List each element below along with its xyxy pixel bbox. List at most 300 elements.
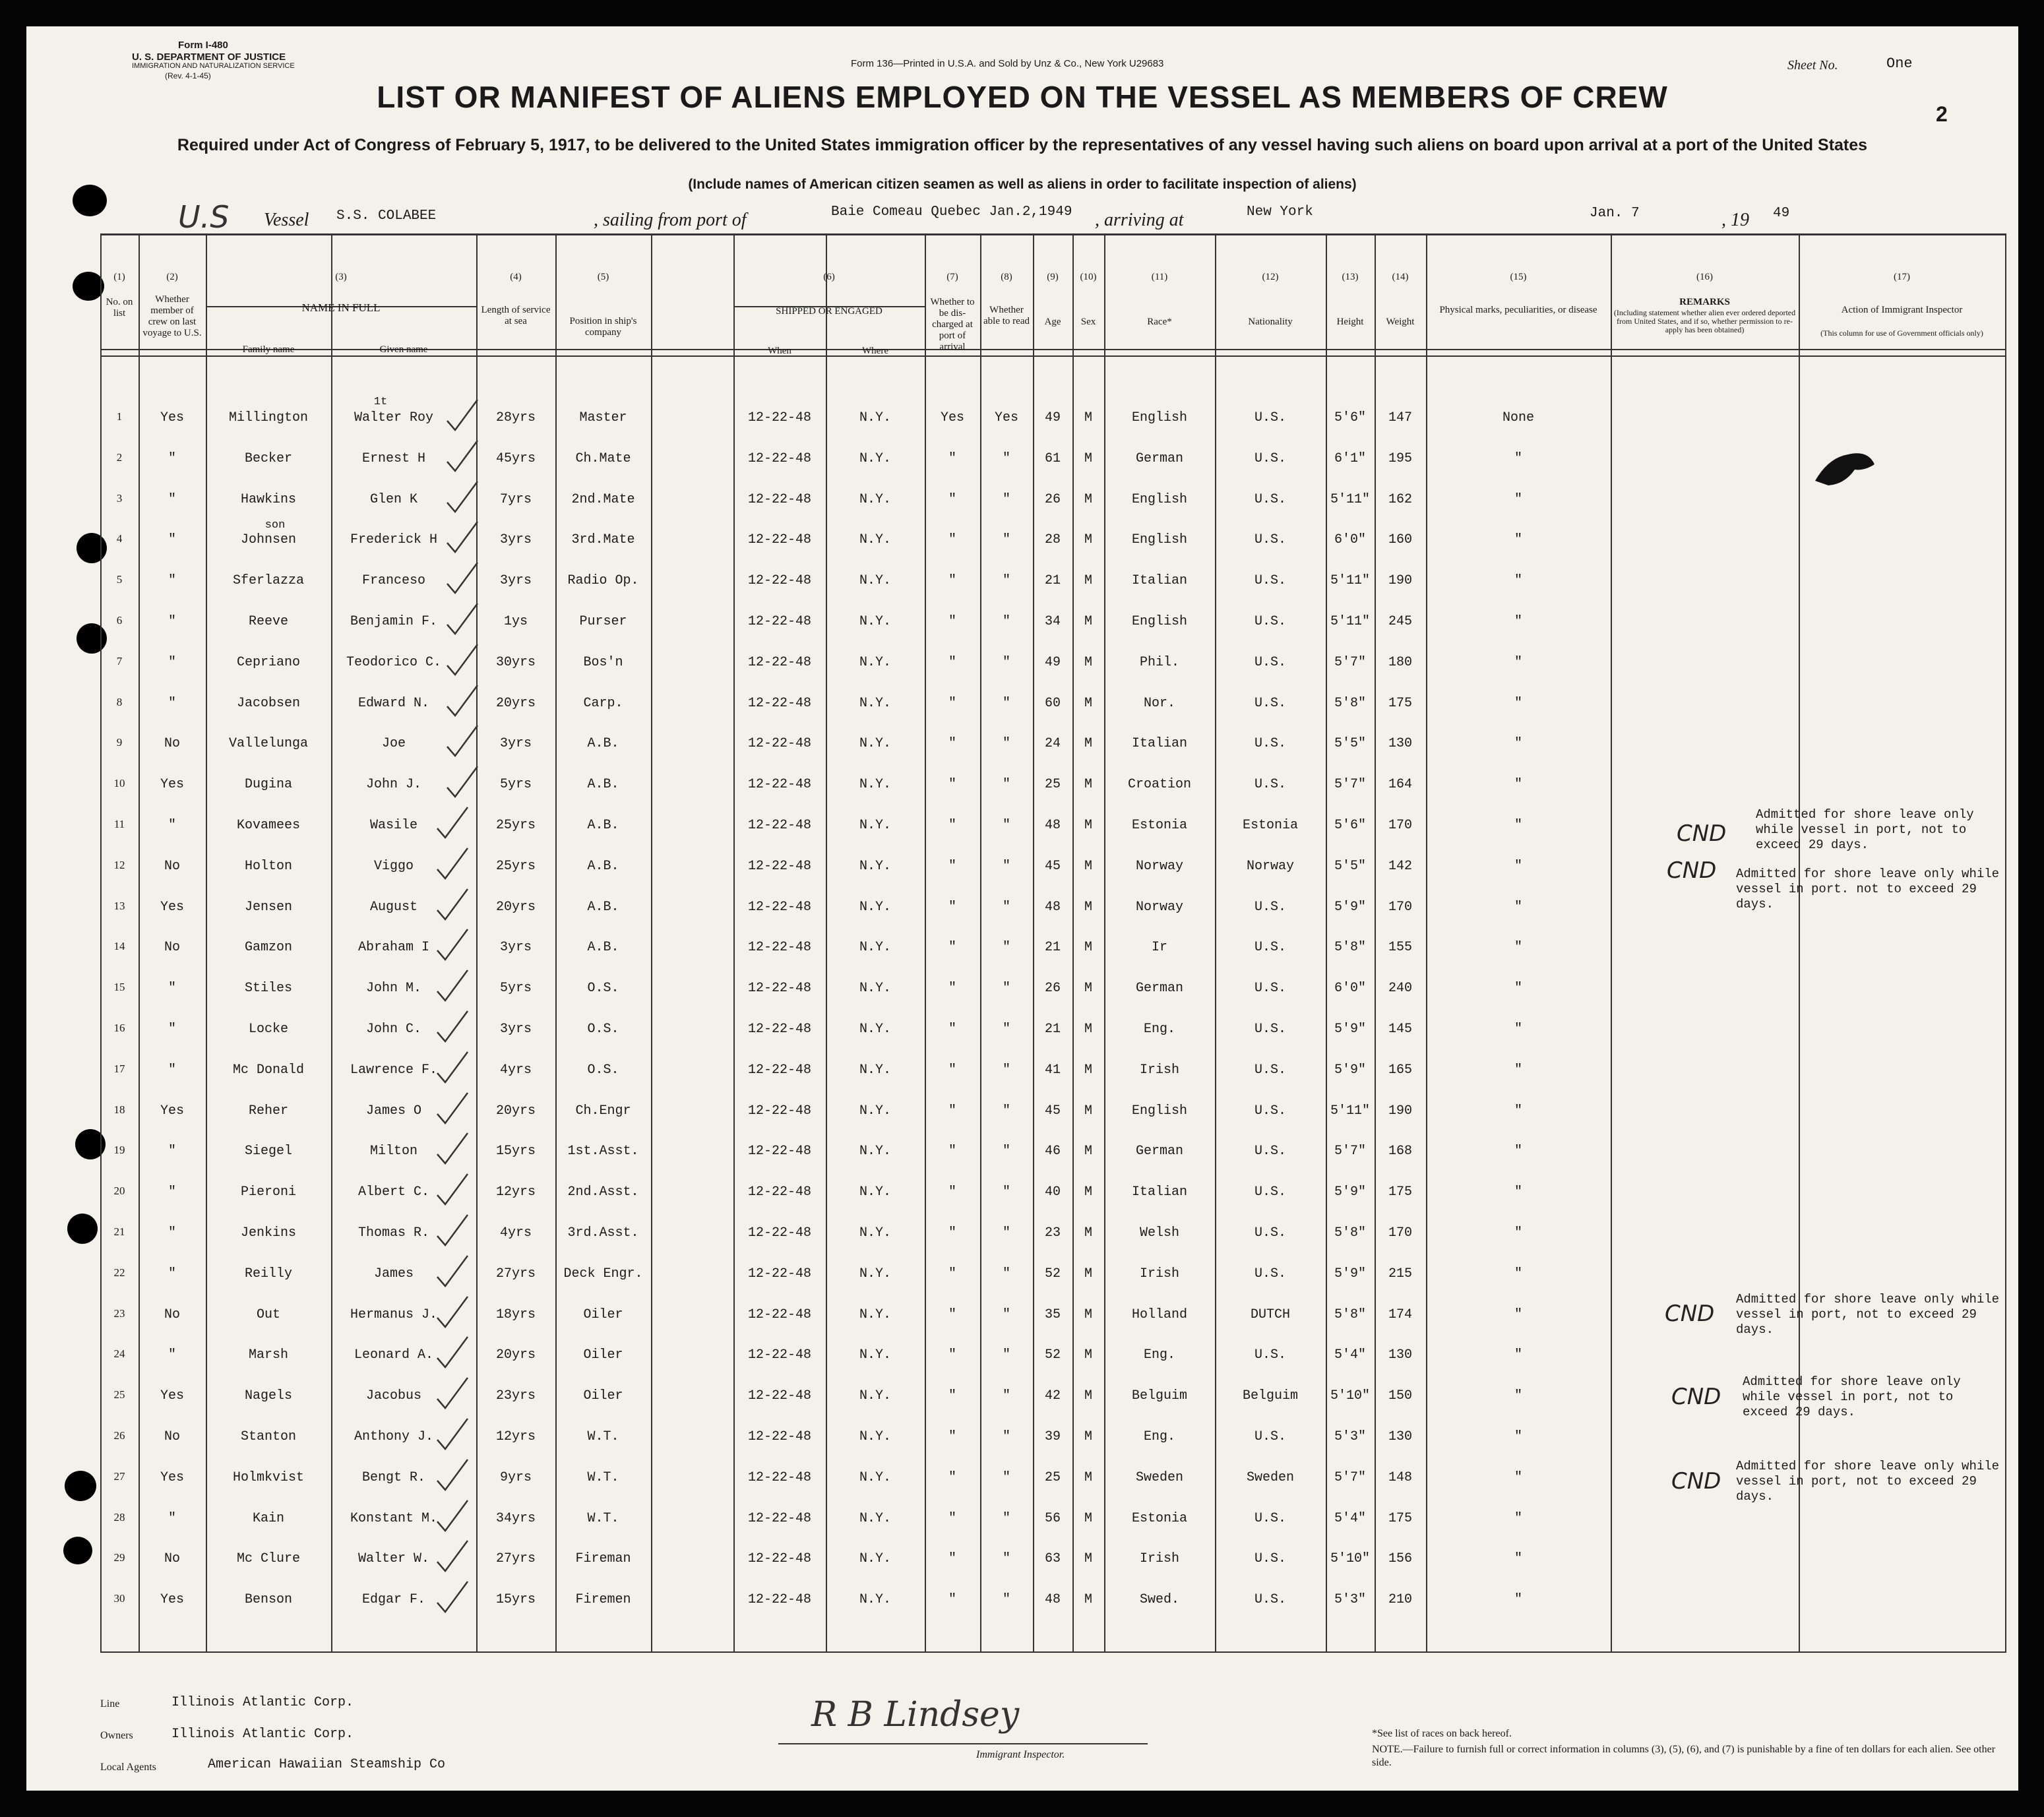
cell-weight: 170: [1388, 818, 1412, 833]
cell-race: English: [1131, 614, 1187, 629]
table-row: [100, 1499, 2005, 1539]
cell-member-last-voyage: Yes: [160, 1103, 184, 1119]
cell-discharged: ": [948, 899, 956, 915]
cell-shipped-when: 12-22-48: [747, 1225, 811, 1241]
cell-shipped-when: 12-22-48: [747, 1185, 811, 1200]
cell-member-last-voyage: No: [164, 1551, 180, 1567]
cell-able-to-read: ": [1002, 1225, 1010, 1241]
cell-height: 5'8": [1334, 695, 1366, 711]
cell-able-to-read: ": [1002, 858, 1010, 874]
cell-nationality: U.S.: [1254, 777, 1286, 793]
owners-value: Illinois Atlantic Corp.: [171, 1727, 354, 1742]
cell-given-name: Franceso: [361, 573, 425, 589]
cell-able-to-read: ": [1002, 777, 1010, 793]
cell-physical-marks: ": [1514, 1144, 1522, 1159]
cell-height: 5'8": [1334, 1225, 1366, 1241]
cell-weight: 175: [1388, 1510, 1412, 1526]
cell-race: Estonia: [1131, 818, 1187, 833]
cell-shipped-where: N.Y.: [859, 654, 891, 670]
header-shipped-engaged: SHIPPED OR ENGAGED: [776, 306, 883, 317]
punch-hole: [63, 1537, 92, 1564]
cell-discharged: ": [948, 491, 956, 507]
cell-shipped-where: N.Y.: [859, 940, 891, 956]
manifest-sheet: [26, 26, 2018, 1791]
table-row: [100, 1132, 2005, 1172]
cell-no-on-list: 25: [113, 1388, 125, 1401]
cell-age: 21: [1044, 1022, 1061, 1037]
cell-shipped-when: 12-22-48: [747, 736, 811, 752]
ink-blot: [1809, 445, 1881, 491]
cell-family-name: Siegel: [244, 1144, 292, 1159]
cell-shipped-where: N.Y.: [859, 532, 891, 548]
cell-no-on-list: 29: [113, 1551, 125, 1564]
cell-race: Sweden: [1135, 1469, 1183, 1485]
cell-member-last-voyage: No: [164, 736, 180, 752]
cell-race: Phil.: [1139, 654, 1179, 670]
cell-height: 5'11": [1330, 1103, 1370, 1119]
cell-member-last-voyage: ": [168, 695, 176, 711]
cell-age: 28: [1044, 532, 1061, 548]
handwritten-us: U.S: [178, 199, 230, 235]
cell-weight: 170: [1388, 1225, 1412, 1241]
table-row: [100, 724, 2005, 764]
cell-given-name: Bengt R.: [361, 1469, 425, 1485]
cell-shipped-where: N.Y.: [859, 450, 891, 466]
cell-race: Swed.: [1139, 1592, 1179, 1608]
cell-family-name: Reilly: [244, 1266, 292, 1281]
cell-member-last-voyage: ": [168, 818, 176, 833]
cell-physical-marks: ": [1514, 1551, 1522, 1567]
sailing-label: , sailing from port of: [594, 210, 747, 230]
cell-height: 6'0": [1334, 981, 1366, 997]
cell-service-length: 15yrs: [495, 1592, 536, 1608]
cell-shipped-when: 12-22-48: [747, 532, 811, 548]
cell-discharged: ": [948, 1429, 956, 1444]
inspector-signature: R B Lindsey: [811, 1695, 1020, 1735]
cell-service-length: 3yrs: [499, 532, 532, 548]
cell-shipped-when: 12-22-48: [747, 1469, 811, 1485]
cell-race: German: [1135, 450, 1183, 466]
table-row: [100, 1092, 2005, 1132]
header-family-name: Family name: [242, 344, 295, 355]
cell-given-name: Wasile: [369, 818, 418, 833]
cell-sex: M: [1084, 410, 1092, 425]
cell-given-name: John C.: [365, 1022, 421, 1037]
cell-height: 6'0": [1334, 532, 1366, 548]
cell-weight: 170: [1388, 899, 1412, 915]
cell-sex: M: [1084, 940, 1092, 956]
cell-given-name: Walter W.: [357, 1551, 430, 1567]
cell-discharged: ": [948, 1225, 956, 1241]
cell-able-to-read: ": [1002, 1429, 1010, 1444]
cell-no-on-list: 24: [113, 1347, 125, 1361]
cell-physical-marks: ": [1514, 1429, 1522, 1444]
cell-given-name: Jacobus: [365, 1388, 421, 1404]
cell-service-length: 4yrs: [499, 1062, 532, 1078]
cell-nationality: U.S.: [1254, 450, 1286, 466]
table-row: [100, 1051, 2005, 1091]
cell-able-to-read: ": [1002, 1388, 1010, 1404]
cell-able-to-read: ": [1002, 1103, 1010, 1119]
cell-weight: 156: [1388, 1551, 1412, 1567]
cell-race: Italian: [1131, 1185, 1187, 1200]
cell-position: O.S.: [587, 1062, 619, 1078]
cell-member-last-voyage: Yes: [160, 1388, 184, 1404]
crew-table: [100, 233, 2005, 1653]
cell-shipped-when: 12-22-48: [747, 614, 811, 629]
cell-shipped-when: 12-22-48: [747, 1551, 811, 1567]
cell-able-to-read: ": [1002, 491, 1010, 507]
cell-able-to-read: ": [1002, 1022, 1010, 1037]
cell-given-name: James: [373, 1266, 414, 1281]
table-row: [100, 888, 2005, 928]
cell-service-length: 12yrs: [495, 1185, 536, 1200]
cell-given-name: Edward N.: [357, 695, 430, 711]
cell-family-name: Holton: [244, 858, 292, 874]
remark-mark-row-11: CND: [1677, 820, 1727, 847]
cell-sex: M: [1084, 1266, 1092, 1281]
cell-race: Holland: [1131, 1307, 1187, 1322]
cell-sex: M: [1084, 899, 1092, 915]
cell-member-last-voyage: ": [168, 614, 176, 629]
cell-nationality: U.S.: [1254, 532, 1286, 548]
cell-family-name: Kovamees: [236, 818, 300, 833]
cell-nationality: U.S.: [1254, 1592, 1286, 1608]
cell-position: Purser: [579, 614, 627, 629]
cell-family-name: Sferlazza: [232, 573, 305, 589]
check-mark-icon: [433, 885, 473, 925]
cell-given-name: Teodorico C.: [346, 654, 442, 670]
cell-height: 5'10": [1330, 1388, 1370, 1404]
cell-no-on-list: 1: [116, 410, 123, 423]
cell-service-length: 3yrs: [499, 940, 532, 956]
cell-race: English: [1131, 1103, 1187, 1119]
cell-shipped-when: 12-22-48: [747, 695, 811, 711]
table-row: [100, 1580, 2005, 1620]
remark-mark-row-12: CND: [1667, 857, 1717, 884]
check-mark-icon: [443, 396, 483, 435]
cell-height: 5'8": [1334, 1307, 1366, 1322]
cell-height: 5'5": [1334, 858, 1366, 874]
cell-member-last-voyage: ": [168, 654, 176, 670]
cell-position: A.B.: [587, 777, 619, 793]
cell-member-last-voyage: Yes: [160, 410, 184, 425]
cell-no-on-list: 5: [116, 573, 123, 586]
cell-given-name: Glen K: [369, 491, 418, 507]
cell-sex: M: [1084, 1144, 1092, 1159]
cell-able-to-read: ": [1002, 532, 1010, 548]
cell-shipped-when: 12-22-48: [747, 410, 811, 425]
cell-sex: M: [1084, 695, 1092, 711]
cell-no-on-list: 15: [113, 981, 125, 994]
cell-member-last-voyage: ": [168, 1347, 176, 1363]
cell-height: 5'4": [1334, 1347, 1366, 1363]
table-row: [100, 480, 2005, 520]
cell-discharged: ": [948, 1388, 956, 1404]
cell-no-on-list: 21: [113, 1225, 125, 1238]
cell-nationality: Norway: [1246, 858, 1294, 874]
sheet-label: Sheet No.: [1787, 58, 1838, 73]
cell-shipped-where: N.Y.: [859, 1429, 891, 1444]
cell-discharged: ": [948, 1592, 956, 1608]
table-row: [100, 1010, 2005, 1050]
cell-sex: M: [1084, 450, 1092, 466]
sailing-value: Baie Comeau Quebec Jan.2,1949: [831, 204, 1072, 220]
arriving-label: , arriving at: [1095, 210, 1184, 230]
cell-member-last-voyage: ": [168, 1144, 176, 1159]
cell-able-to-read: ": [1002, 654, 1010, 670]
cell-given-name: Edgar F.: [361, 1592, 425, 1608]
header-action-note: (This column for use of Government officials only): [1820, 328, 1983, 338]
remark-row-25: Admitted for shore leave only while vessel in port, not to exceed 29 days.: [1743, 1374, 1961, 1419]
cell-position: W.T.: [587, 1469, 619, 1485]
header-discharged: Whether to be dis-charged at port of arrival: [930, 297, 975, 352]
line-value: Illinois Atlantic Corp.: [171, 1695, 354, 1710]
cell-family-name: Jacobsen: [236, 695, 300, 711]
table-row: [100, 398, 2005, 439]
cell-physical-marks: ": [1514, 1347, 1522, 1363]
cell-family-name: Dugina: [244, 777, 292, 793]
cell-physical-marks: ": [1514, 1185, 1522, 1200]
cell-height: 5'11": [1330, 491, 1370, 507]
cell-discharged: Yes: [940, 410, 964, 425]
cell-discharged: ": [948, 1551, 956, 1567]
cell-family-name: Kain: [252, 1510, 284, 1526]
cell-physical-marks: ": [1514, 1388, 1522, 1404]
cell-sex: M: [1084, 1510, 1092, 1526]
cell-age: 26: [1044, 981, 1061, 997]
cell-position: Deck Engr.: [563, 1266, 643, 1281]
cell-shipped-when: 12-22-48: [747, 940, 811, 956]
cell-sex: M: [1084, 777, 1092, 793]
cell-family-name: Pieroni: [240, 1185, 296, 1200]
cell-age: 25: [1044, 777, 1061, 793]
cell-age: 46: [1044, 1144, 1061, 1159]
cell-race: Irish: [1139, 1266, 1179, 1281]
cell-weight: 145: [1388, 1022, 1412, 1037]
cell-position: Ch.Engr: [575, 1103, 631, 1119]
cell-family-name: Gamzon: [244, 940, 292, 956]
cell-age: 21: [1044, 573, 1061, 589]
check-mark-icon: [443, 477, 483, 517]
check-mark-icon: [443, 640, 483, 680]
cell-given-name: John M.: [365, 981, 421, 997]
check-mark-icon: [433, 844, 473, 884]
cell-age: 45: [1044, 1103, 1061, 1119]
cell-height: 5'9": [1334, 899, 1366, 915]
table-row: [100, 520, 2005, 561]
cell-family-name: Holmkvist: [232, 1469, 305, 1485]
cell-shipped-when: 12-22-48: [747, 1022, 811, 1037]
cell-physical-marks: ": [1514, 695, 1522, 711]
cell-height: 5'6": [1334, 410, 1366, 425]
table-row: [100, 1173, 2005, 1213]
col-number: (1): [113, 272, 125, 282]
cell-shipped-when: 12-22-48: [747, 818, 811, 833]
cell-service-length: 4yrs: [499, 1225, 532, 1241]
cell-age: 48: [1044, 1592, 1061, 1608]
cell-no-on-list: 17: [113, 1062, 125, 1075]
cell-member-last-voyage: ": [168, 573, 176, 589]
cell-weight: 142: [1388, 858, 1412, 874]
cell-given-name: Viggo: [373, 858, 414, 874]
cell-discharged: ": [948, 858, 956, 874]
cell-shipped-where: N.Y.: [859, 777, 891, 793]
cell-given-name: Abraham I: [357, 940, 430, 956]
cell-discharged: ": [948, 940, 956, 956]
cell-physical-marks: ": [1514, 450, 1522, 466]
cell-service-length: 20yrs: [495, 899, 536, 915]
cell-given-name: Konstant M.: [350, 1510, 438, 1526]
cell-shipped-where: N.Y.: [859, 573, 891, 589]
remark-mark-row-23: CND: [1665, 1301, 1715, 1327]
cell-discharged: ": [948, 654, 956, 670]
printer-line: Form 136—Printed in U.S.A. and Sold by Unz & Co., New York U29683: [851, 58, 1164, 69]
cell-race: Nor.: [1143, 695, 1175, 711]
cell-weight: 174: [1388, 1307, 1412, 1322]
fine-note: NOTE.—Failure to furnish full or correct information in columns (3), (5), (6), and (7) is punishable by a fine of ten dollars for each alien. See other side.: [1372, 1744, 1996, 1768]
cell-race: Belguim: [1131, 1388, 1187, 1404]
cell-family-name: Reeve: [248, 614, 288, 629]
cell-physical-marks: ": [1514, 1469, 1522, 1485]
cell-sex: M: [1084, 491, 1092, 507]
cell-race: English: [1131, 532, 1187, 548]
punch-hole: [65, 1471, 96, 1501]
cell-physical-marks: ": [1514, 1225, 1522, 1241]
cell-age: 21: [1044, 940, 1061, 956]
cell-shipped-when: 12-22-48: [747, 1510, 811, 1526]
cell-family-name: Nagels: [244, 1388, 292, 1404]
cell-shipped-when: 12-22-48: [747, 491, 811, 507]
cell-given-name: Ernest H: [361, 450, 425, 466]
cell-height: 5'8": [1334, 940, 1366, 956]
check-mark-icon: [433, 1252, 473, 1291]
cell-member-last-voyage: No: [164, 858, 180, 874]
cell-shipped-when: 12-22-48: [747, 654, 811, 670]
col-number: (10): [1080, 272, 1097, 282]
header-name-in-full: NAME IN FULL: [301, 301, 381, 314]
year-value: 49: [1773, 206, 1790, 221]
cell-shipped-where: N.Y.: [859, 818, 891, 833]
col-number: (15): [1510, 272, 1527, 282]
cell-member-last-voyage: Yes: [160, 899, 184, 915]
cell-discharged: ": [948, 573, 956, 589]
cell-no-on-list: 27: [113, 1469, 125, 1483]
check-mark-icon: [433, 1415, 473, 1454]
cell-member-last-voyage: ": [168, 532, 176, 548]
cell-height: 5'11": [1330, 573, 1370, 589]
cell-physical-marks: ": [1514, 614, 1522, 629]
cell-discharged: ": [948, 1347, 956, 1363]
table-row: [100, 969, 2005, 1009]
cell-member-last-voyage: Yes: [160, 1469, 184, 1485]
cell-service-length: 18yrs: [495, 1307, 536, 1322]
cell-family-name: Mc Clure: [236, 1551, 300, 1567]
cell-service-length: 27yrs: [495, 1551, 536, 1567]
cell-sex: M: [1084, 1429, 1092, 1444]
col-number: (16): [1696, 272, 1713, 282]
cell-able-to-read: ": [1002, 1592, 1010, 1608]
cell-position: Bos'n: [583, 654, 623, 670]
cell-age: 56: [1044, 1510, 1061, 1526]
cell-service-length: 5yrs: [499, 777, 532, 793]
cell-height: 5'9": [1334, 1266, 1366, 1281]
cell-shipped-where: N.Y.: [859, 614, 891, 629]
cell-nationality: U.S.: [1254, 1429, 1286, 1444]
cell-height: 5'4": [1334, 1510, 1366, 1526]
cell-shipped-when: 12-22-48: [747, 1144, 811, 1159]
cell-shipped-where: N.Y.: [859, 1144, 891, 1159]
cell-sex: M: [1084, 1592, 1092, 1608]
cell-height: 5'9": [1334, 1022, 1366, 1037]
cell-member-last-voyage: No: [164, 940, 180, 956]
cell-race: Ir: [1151, 940, 1167, 956]
check-mark-icon: [443, 681, 483, 721]
cell-position: Oiler: [583, 1388, 623, 1404]
cell-member-last-voyage: No: [164, 1429, 180, 1444]
cell-member-last-voyage: ": [168, 1022, 176, 1037]
cell-nationality: U.S.: [1254, 1551, 1286, 1567]
check-mark-icon: [433, 1048, 473, 1088]
cell-no-on-list: 14: [113, 940, 125, 953]
cell-discharged: ": [948, 1185, 956, 1200]
cell-physical-marks: ": [1514, 940, 1522, 956]
cell-physical-marks: ": [1514, 491, 1522, 507]
cell-physical-marks: ": [1514, 1307, 1522, 1322]
check-mark-icon: [433, 1007, 473, 1047]
check-mark-icon: [433, 1211, 473, 1250]
cell-family-name: Vallelunga: [228, 736, 309, 752]
check-mark-icon: [433, 1129, 473, 1169]
cell-sex: M: [1084, 1388, 1092, 1404]
cell-position: Master: [579, 410, 627, 425]
remark-row-12: Admitted for shore leave only while vessel in port. not to exceed 29 days.: [1736, 867, 2000, 911]
cell-height: 5'3": [1334, 1592, 1366, 1608]
punch-hole: [67, 1214, 98, 1244]
header-height: Height: [1336, 317, 1364, 327]
cell-family-name: Out: [256, 1307, 280, 1322]
header-race: Race*: [1147, 317, 1172, 327]
cell-service-length: 20yrs: [495, 1347, 536, 1363]
cell-no-on-list: 20: [113, 1185, 125, 1198]
cell-age: 49: [1044, 654, 1061, 670]
cell-sex: M: [1084, 573, 1092, 589]
cell-physical-marks: ": [1514, 736, 1522, 752]
check-mark-icon: [433, 966, 473, 1006]
cell-shipped-when: 12-22-48: [747, 981, 811, 997]
header-sex: Sex: [1080, 317, 1096, 327]
cell-able-to-read: ": [1002, 1062, 1010, 1078]
cell-discharged: ": [948, 1266, 956, 1281]
year-prefix: , 19: [1721, 210, 1749, 230]
cell-height: 5'6": [1334, 818, 1366, 833]
agents-label: Local Agents: [100, 1762, 156, 1773]
cell-race: German: [1135, 1144, 1183, 1159]
cell-age: 34: [1044, 614, 1061, 629]
cell-member-last-voyage: Yes: [160, 1592, 184, 1608]
header-nationality: Nationality: [1248, 317, 1293, 327]
header-able-read: Whether able to read: [983, 305, 1030, 326]
cell-age: 48: [1044, 818, 1061, 833]
cell-no-on-list: 16: [113, 1022, 125, 1034]
cell-member-last-voyage: ": [168, 450, 176, 466]
cell-no-on-list: 19: [113, 1144, 125, 1157]
check-mark-icon: [433, 1293, 473, 1332]
remark-mark-row-25: CND: [1671, 1384, 1721, 1410]
cell-shipped-when: 12-22-48: [747, 1429, 811, 1444]
cell-shipped-when: 12-22-48: [747, 1062, 811, 1078]
cell-shipped-when: 12-22-48: [747, 573, 811, 589]
